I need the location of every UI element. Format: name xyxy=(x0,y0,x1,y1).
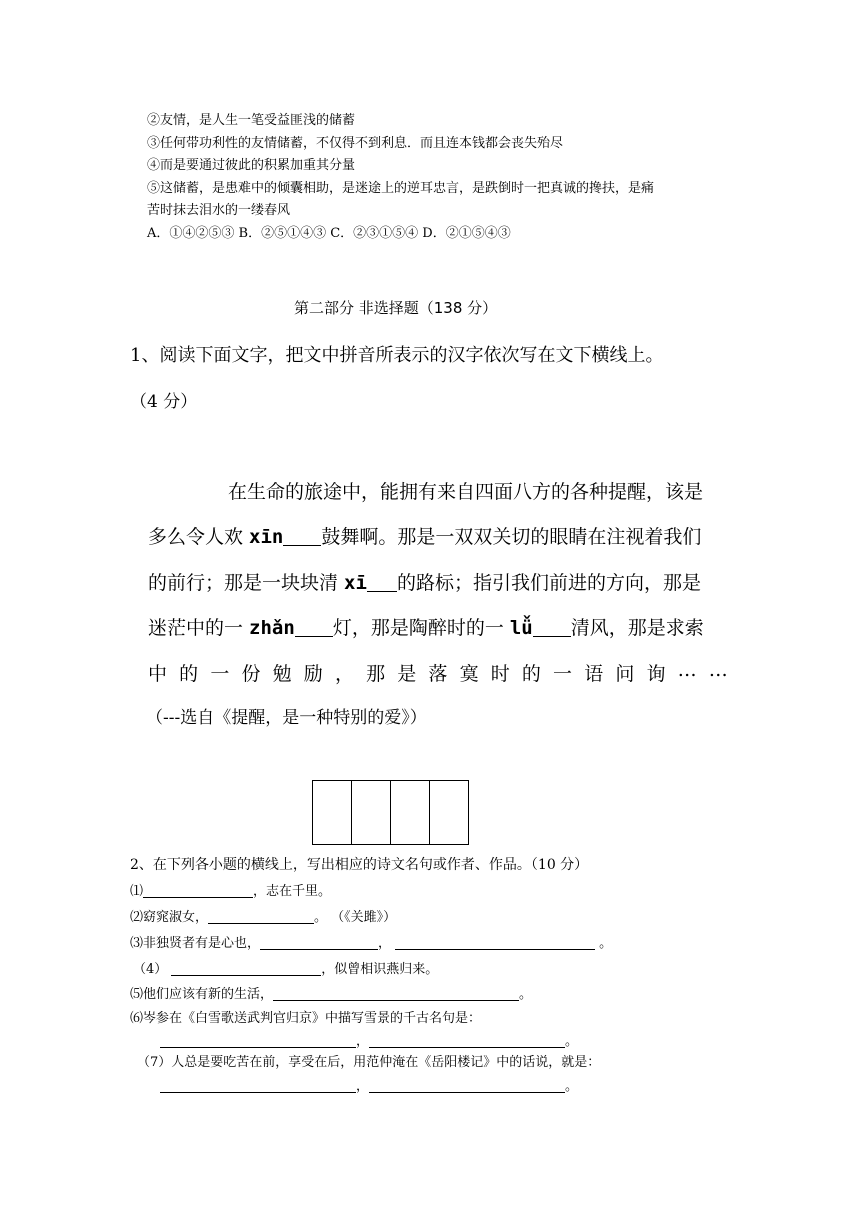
answer-blank-1[interactable] xyxy=(283,529,321,546)
q2-item-2 xyxy=(130,906,396,925)
passage-char: 时 xyxy=(490,663,510,685)
q1-prompt: 1、阅读下面文字，把文中拼音所表示的汉字依次写在文下横线上。 xyxy=(130,345,664,366)
passage-text: 清风，那是求索 xyxy=(570,617,704,639)
item-text: 。 xyxy=(595,936,613,951)
passage-char: 落 xyxy=(428,663,448,685)
passage-line-4 xyxy=(148,613,728,640)
passage-source: （---选自《提醒，是一种特别的爱》） xyxy=(146,708,427,728)
passage-char: 的 xyxy=(179,663,199,685)
answer-box-3[interactable] xyxy=(391,781,430,844)
answer-box-4[interactable] xyxy=(430,781,468,844)
item-label: （4） xyxy=(133,962,168,977)
pinyin-xin: xīn xyxy=(249,526,284,548)
q2-item-7: （7）人总是要吃苦在前，享受在后，用范仲淹在《岳阳楼记》中的话说，就是： xyxy=(137,1055,601,1070)
option-5-continued: 苦时抹去泪水的一缕春风 xyxy=(147,203,291,218)
q2-blank-5[interactable] xyxy=(273,984,519,1001)
passage-char: 那 xyxy=(366,663,386,685)
item-text: ⑶非独贤者有是心也， xyxy=(130,936,261,951)
section-title: 第二部分 非选择题（138 分） xyxy=(294,299,498,317)
passage-text: 灯，那是陶醉时的一 xyxy=(332,617,510,639)
passage-char: … xyxy=(677,659,697,681)
item-text: 。 xyxy=(565,1034,579,1049)
option-3: ③任何带功利性的友情储蓄，不仅得不到利息．而且连本钱都会丧失殆尽 xyxy=(147,136,564,151)
q2-prompt: 2、在下列各小题的横线上，写出相应的诗文名句或作者、作品。（10 分） xyxy=(130,857,589,873)
item-text: 。 xyxy=(565,1079,579,1094)
pinyin-lv: lǚ xyxy=(509,617,533,639)
q2-blank-6a[interactable] xyxy=(160,1031,356,1048)
answer-blank-4[interactable] xyxy=(533,620,571,637)
passage-text: 迷茫中的一 xyxy=(148,617,250,639)
q2-item-5 xyxy=(130,983,532,1002)
passage-line-1: 在生命的旅途中，能拥有来自四面八方的各种提醒，该是 xyxy=(228,481,704,503)
passage-line-2 xyxy=(148,522,728,549)
passage-char: 询 xyxy=(646,663,666,685)
passage-char: 问 xyxy=(615,663,635,685)
item-label: ⑴ xyxy=(130,884,144,899)
item-text: ， xyxy=(356,1079,370,1094)
pinyin-zhan: zhǎn xyxy=(249,617,295,639)
passage-char: 是 xyxy=(397,663,417,685)
answer-blank-3[interactable] xyxy=(295,620,333,637)
pinyin-xi: xī xyxy=(344,572,367,594)
passage-text: 鼓舞啊。那是一双双关切的眼睛在注视着我们 xyxy=(321,526,702,548)
passage-char: 语 xyxy=(584,663,604,685)
passage-char: 励 xyxy=(303,663,323,685)
passage-line-5 xyxy=(148,659,728,686)
q2-blank-3a[interactable] xyxy=(260,933,378,950)
passage-char: 中 xyxy=(148,663,168,685)
passage-char: 一 xyxy=(210,663,230,685)
q2-blank-1[interactable] xyxy=(143,881,253,898)
answer-box-2[interactable] xyxy=(352,781,391,844)
q2-item-3 xyxy=(130,932,612,951)
item-text: ，志在千里。 xyxy=(253,884,332,899)
passage-char: 寞 xyxy=(459,663,479,685)
option-2: ②友情，是人生一笔受益匪浅的储蓄 xyxy=(147,113,356,128)
passage-text: 的前行；那是一块块清 xyxy=(148,572,345,594)
item-text: ⑸他们应该有新的生活， xyxy=(130,987,274,1002)
q2-blank-3b[interactable] xyxy=(395,933,595,950)
item-text: ，似曾相识燕归来。 xyxy=(321,962,439,977)
passage-text: 的路标；指引我们前进的方向，那是 xyxy=(396,572,701,594)
item-text: ， xyxy=(378,936,392,951)
q2-item-6-blanks xyxy=(160,1030,578,1049)
option-4: ④而是要通过彼此的积累加重其分量 xyxy=(147,158,356,173)
passage-char: 的 xyxy=(521,663,541,685)
q2-item-1 xyxy=(130,880,331,899)
passage-char: … xyxy=(708,659,728,681)
q2-blank-4[interactable] xyxy=(171,959,321,976)
q2-item-7-blanks xyxy=(160,1075,578,1094)
passage-line-3 xyxy=(148,568,728,595)
option-5: ⑤这储蓄，是患难中的倾囊相助，是迷途上的逆耳忠言，是跌倒时一把真诚的搀扶，是痛 xyxy=(147,181,655,196)
answer-choices: A．①④②⑤③ B．②⑤①④③ C．②③①⑤④ D．②①⑤④③ xyxy=(147,226,511,241)
q1-points: （4 分） xyxy=(130,392,198,412)
passage-char: 勉 xyxy=(272,663,292,685)
passage-char: ， xyxy=(334,663,354,685)
passage-char: 一 xyxy=(553,663,573,685)
item-text: ⑵窈窕淑女， xyxy=(130,910,209,925)
q2-blank-7a[interactable] xyxy=(160,1076,356,1093)
q2-blank-7b[interactable] xyxy=(369,1076,565,1093)
item-text: 。 xyxy=(519,987,533,1002)
q2-item-6: ⑹岑参在《白雪歌送武判官归京》中描写雪景的千古名句是： xyxy=(130,1011,482,1026)
q2-item-4 xyxy=(133,958,438,977)
q2-blank-2[interactable] xyxy=(208,907,314,924)
passage-char: 份 xyxy=(241,663,261,685)
answer-blank-2[interactable] xyxy=(367,575,397,592)
answer-box-1[interactable] xyxy=(313,781,352,844)
q2-blank-6b[interactable] xyxy=(369,1031,565,1048)
answer-grid xyxy=(312,780,469,845)
item-text: ， xyxy=(356,1034,370,1049)
passage-text: 多么令人欢 xyxy=(148,526,250,548)
item-text: 。 （《关雎》） xyxy=(314,910,397,925)
